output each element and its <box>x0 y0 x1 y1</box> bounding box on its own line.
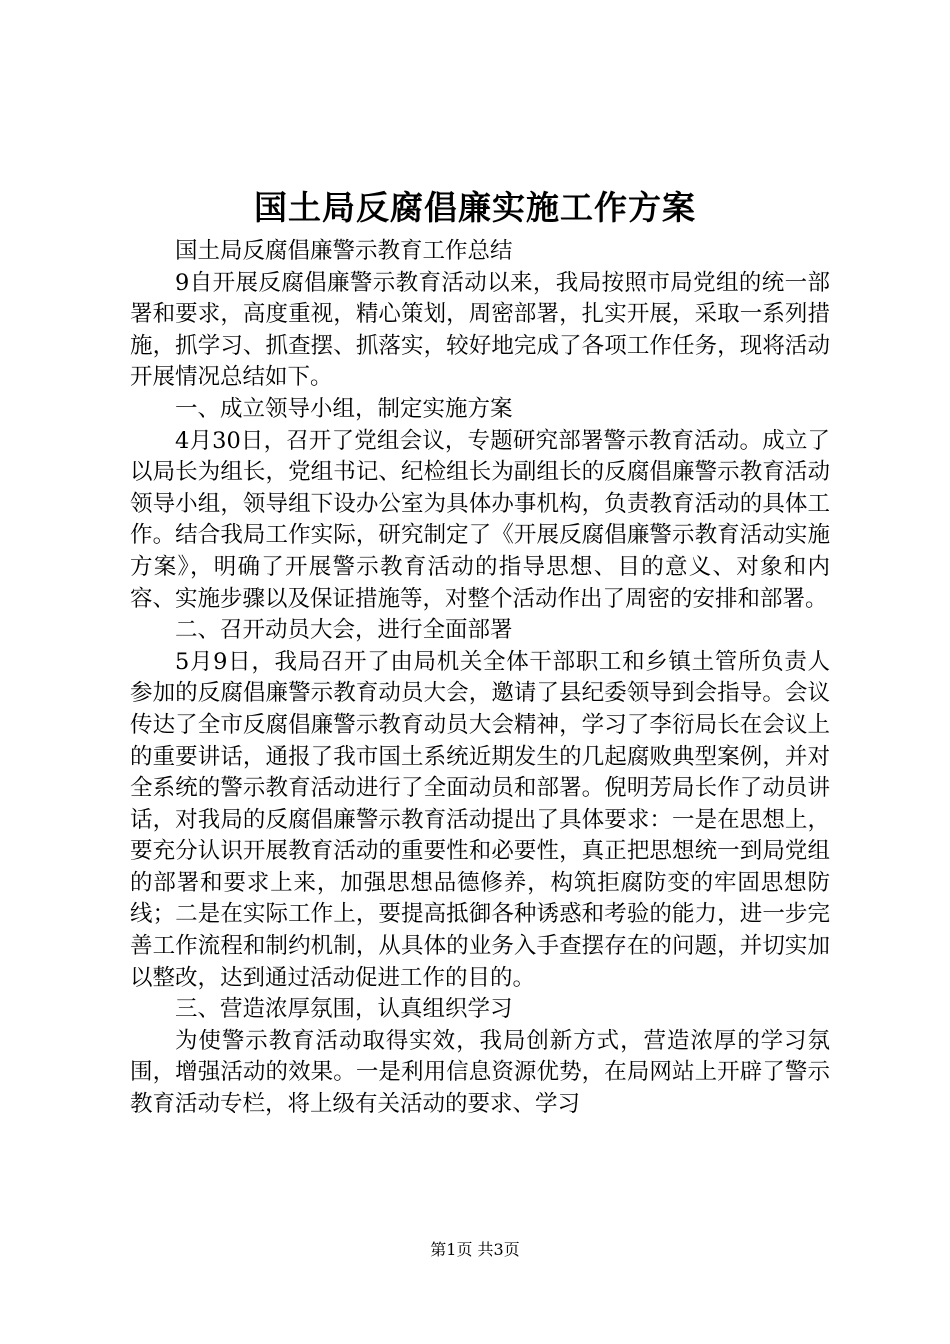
paragraph-section-2: 5月9日，我局召开了由局机关全体干部职工和乡镇土管所负责人参加的反腐倡廉警示教育动员大会，邀请了县纪委领导到会指导。会议传达了全市反腐倡廉警示教育动员大会精神，学习了李衍局长在会议上的重要讲话，通报了我市国土系统近期发生的几起腐败典型案例，并对全系统的警示教育活动进行了全面动员和部署。倪明芳局长作了动员讲话，对我局的反腐倡廉警示教育活动提出了具体要求：一是在思想上，要充分认识开展教育活动的重要性和必要性，真正把思想统一到局党组的部署和要求上来，加强思想品德修养，构筑拒腐防变的牢固思想防线；二是在实际工作上，要提高抵御各种诱惑和考验的能力，进一步完善工作流程和制约机制，从具体的业务入手查摆存在的问题，并切实加以整改，达到通过活动促进工作的目的。 <box>130 648 830 991</box>
document-title: 国土局反腐倡廉实施工作方案 <box>254 188 696 227</box>
paragraph-intro: 9自开展反腐倡廉警示教育活动以来，我局按照市局党组的统一部署和要求，高度重视，精心策划，周密部署，扎实开展，采取一系列措施，抓学习、抓查摆、抓落实，较好地完成了各项工作任务，现将活动开展情况总结如下。 <box>130 269 830 391</box>
paragraph-section-1: 4月30日，召开了党组会议，专题研究部署警示教育活动。成立了以局长为组长，党组书记、纪检组长为副组长的反腐倡廉警示教育活动领导小组，领导组下设办公室为具体办事机构，负责教育活动的具体工作。结合我局工作实际，研究制定了《开展反腐倡廉警示教育活动实施方案》，明确了开展警示教育活动的指导思想、目的意义、对象和内容、实施步骤以及保证措施等，对整个活动作出了周密的安排和部署。 <box>130 427 830 612</box>
document-body <box>130 236 830 1121</box>
section-heading-3: 三、营造浓厚氛围，认真组织学习 <box>175 996 513 1023</box>
section-heading-1: 一、成立领导小组，制定实施方案 <box>175 395 513 422</box>
paragraph-section-3: 为使警示教育活动取得实效，我局创新方式，营造浓厚的学习氛围，增强活动的效果。一是利用信息资源优势，在局网站上开辟了警示教育活动专栏，将上级有关活动的要求、学习 <box>130 1027 830 1118</box>
page-number-footer: 第1页 共3页 <box>430 1240 520 1259</box>
paragraph-subtitle: 国土局反腐倡廉警示教育工作总结 <box>175 238 513 264</box>
section-heading-2: 二、召开动员大会，进行全面部署 <box>175 617 513 644</box>
